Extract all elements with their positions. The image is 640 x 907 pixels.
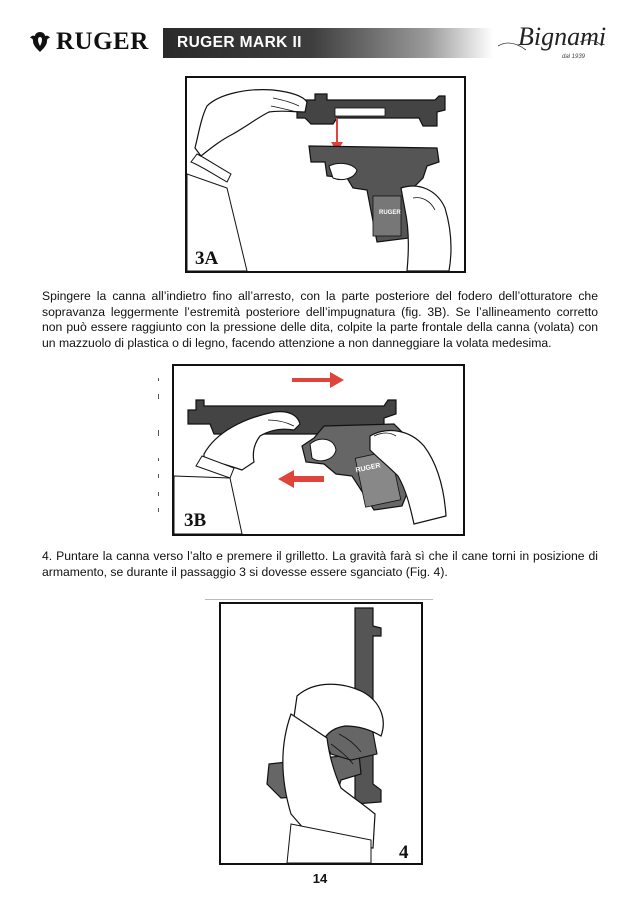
figure-3b — [172, 364, 465, 536]
separator-line — [205, 599, 433, 600]
figure-3a — [185, 76, 466, 273]
paragraph-step-4: 4. Puntare la canna verso l’alto e premere il grilletto. La gravità farà sì che il cane torni in posizione di armamento, se durante il passaggio 3 si dovesse essere sganciato (Fig. 4). — [42, 549, 598, 579]
svg-text:RUGER: RUGER — [355, 462, 382, 475]
page-header — [0, 20, 640, 66]
publisher-logo — [496, 20, 607, 66]
manual-title: RUGER MARK II — [177, 34, 302, 51]
svg-text:RUGER: RUGER — [379, 210, 401, 216]
figure-label-4: 4 — [399, 842, 409, 863]
margin-marks — [156, 378, 162, 518]
figure-4 — [219, 602, 423, 865]
figure-label-3b: 3B — [184, 510, 207, 531]
publisher-since: dal 1939 — [562, 54, 586, 60]
eagle-emblem-icon — [28, 30, 52, 54]
brand-name: RUGER — [56, 28, 149, 55]
ruger-logo — [28, 28, 149, 56]
page-number: 14 — [312, 871, 328, 886]
title-band — [163, 28, 493, 58]
pistol-vertical-illustration-4 — [221, 604, 421, 863]
publisher-name: Bignami — [518, 22, 607, 51]
pistol-assembly-illustration-3b — [174, 366, 463, 534]
paragraph-realignment-instructions: Spingere la canna all’indietro fino all’arresto, con la parte posteriore del fodero dell’otturatore che sopravanza leggermente l’estremità posteriore dell’impugnatura (fig. 3B). Se l’allineamento corretto non può essere raggiunto con la pressione delle dita, colpite la parte frontale della canna (volata) con un mazzuolo di plastica o di legno, facendo attenzione a non danneggiare la volata medesima. — [42, 289, 598, 350]
figure-label-3a: 3A — [195, 248, 219, 269]
pistol-assembly-illustration-3a — [187, 78, 464, 271]
